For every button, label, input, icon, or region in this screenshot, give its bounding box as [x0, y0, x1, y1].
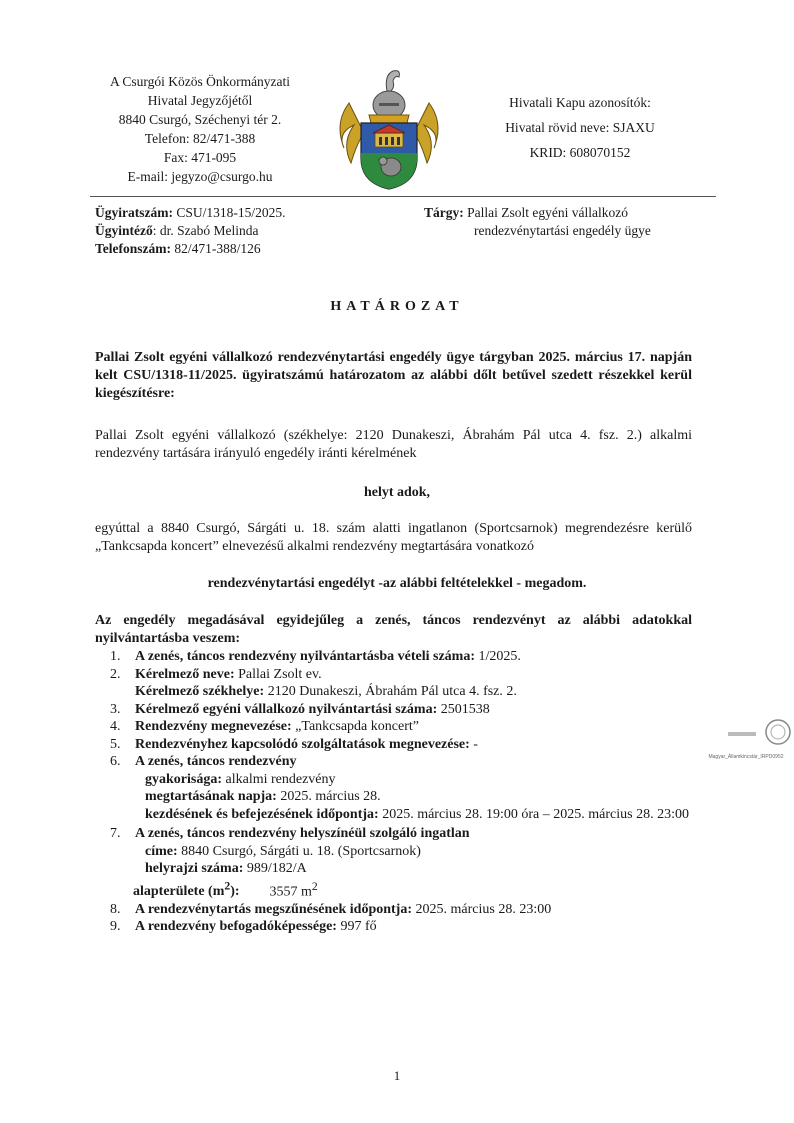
issuer-phone: Telefon: 82/471-388 — [144, 131, 256, 146]
case-subject — [424, 204, 651, 240]
header-divider — [90, 196, 716, 197]
list-item: 3. Kérelmező egyéni vállalkozó nyilvántartási száma: 2501538 — [110, 701, 490, 717]
registration-intro: Az engedély megadásával egyidejűleg a zenés, táncos rendezvényt az alábbi adatokkal nyilvántartásba veszem: — [95, 613, 692, 646]
issuer-block — [80, 72, 320, 186]
seal-icon — [698, 718, 794, 748]
case-meta — [95, 204, 286, 258]
intro-paragraph: Pallai Zsolt egyéni vállalkozó rendezvénytartási engedély ügye tárgyban 2025. március 17. napján kelt CSU/1318-11/2025. ügyiratszámú határozatom az alábbi dőlt betűvel szedett részekkel kerül kiegészítésre: — [95, 350, 692, 401]
list-item: 8. A rendezvénytartás megszűnésének időpontja: 2025. március 28. 23:00 — [110, 901, 552, 917]
subject-line: Tárgy: Pallai Zsolt egyéni vállalkozó — [424, 205, 628, 220]
e-signature-stamp — [698, 718, 794, 762]
coat-of-arms-icon — [329, 63, 449, 191]
list-item: 5. Rendezvényhez kapcsolódó szolgáltatások megnevezése: - — [110, 736, 478, 752]
issuer-line: A Csurgói Közös Önkormányzati — [109, 74, 291, 89]
subject-continuation: rendezvénytartási engedély ügye — [474, 223, 651, 238]
page-number: 1 — [393, 1068, 401, 1083]
applicant-paragraph: Pallai Zsolt egyéni vállalkozó (székhelye: 2120 Dunakeszi, Ábrahám Pál utca 4. fsz. 2.) alkalmi rendezvény tartására irányuló engedély iránti kérelmének — [95, 428, 692, 461]
decision-permit: rendezvénytartási engedélyt -az alábbi feltételekkel - megadom. — [207, 576, 587, 591]
kapu-krid: KRID: 608070152 — [529, 145, 631, 160]
event-paragraph: egyúttal a 8840 Csurgó, Sárgáti u. 18. szám alatti ingatlanon (Sportcsarnok) megrendezésre kerülő „Tankcsapda koncert” elnevezésű alkalmi rendezvény megtartására vonatkozó — [95, 521, 692, 554]
list-item: 7. A zenés, táncos rendezvény helyszínéül szolgáló ingatlan címe: 8840 Csurgó, Sárgáti u. 18. (Sportcsarnok) helyrajzi száma: 989/182/A alapterülete $(m^2)$: 3557 $m^2$ — [110, 826, 470, 900]
document-title: HATÁROZAT — [330, 299, 464, 314]
decision-grant: helyt adok, — [363, 485, 431, 500]
kapu-heading: Hivatali Kapu azonosítók: — [509, 95, 651, 110]
kapu-short-name: Hivatal rövid neve: SJAXU — [505, 120, 655, 135]
stamp-label: Magyar_Államkincstár_IRPD0952 — [708, 754, 784, 761]
list-item: 6. A zenés, táncos rendezvény gyakorisága: alkalmi rendezvény megtartásának napja: 2025. március 28. kezdésének és befejezésének időpontja: 2025. március 28. 19:00 óra – 2025. március 28. 23:00 — [110, 754, 689, 822]
hivatali-kapu-block — [470, 90, 690, 165]
registration-list — [95, 648, 692, 936]
list-item: 9. A rendezvény befogadóképessége: 997 fő — [110, 919, 377, 935]
list-item: 2. Kérelmező neve: Pallai Zsolt ev. Kérelmező székhelye: 2120 Dunakeszi, Ábrahám Pál utca 4. fsz. 2. — [110, 666, 517, 699]
case-number: Ügyiratszám: CSU/1318-15/2025. — [95, 205, 286, 220]
issuer-fax: Fax: 471-095 — [163, 150, 237, 165]
list-item: 1. A zenés, táncos rendezvény nyilvántartásba vételi száma: 1/2025. — [110, 649, 521, 664]
case-phone: Telefonszám: 82/471-388/126 — [95, 241, 261, 256]
issuer-address: 8840 Csurgó, Széchenyi tér 2. — [118, 112, 282, 127]
issuer-line: Hivatal Jegyzőjétől — [147, 93, 253, 108]
issuer-email: E-mail: jegyzo@csurgo.hu — [127, 169, 273, 184]
list-item: 4. Rendezvény megnevezése: „Tankcsapda koncert” — [110, 719, 419, 734]
case-officer: Ügyintéző: dr. Szabó Melinda — [95, 223, 259, 238]
